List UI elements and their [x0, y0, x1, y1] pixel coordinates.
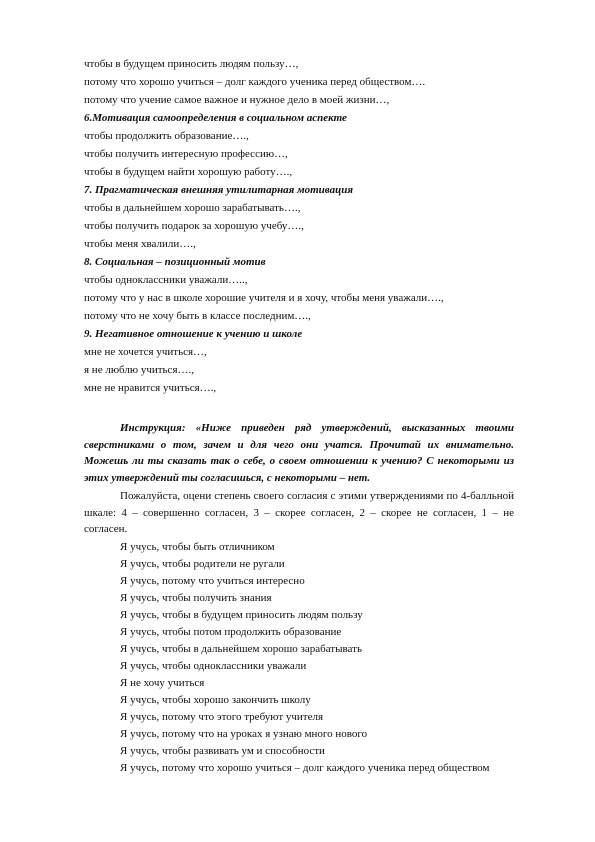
statement-item: Я учусь, чтобы получить знания — [120, 592, 272, 604]
instruction-text: «Ниже приведен ряд утверждений, высказанных твоими сверстниками о том, зачем и для чего они учатся. Прочитай их внимательно. Можешь ли ты сказать так о себе, о своем отношении к учению? С некоторыми из этих утверждений ты согласишься, с некоторыми – нет. — [84, 422, 515, 484]
text-line: чтобы меня хвалили…., — [84, 238, 196, 250]
statement-item: Я учусь, потому что этого требуют учителя — [120, 711, 324, 723]
text-line: чтобы продолжить образование…., — [84, 130, 249, 142]
statement-item: Я учусь, чтобы одноклассники уважали — [120, 660, 307, 672]
statement-item: Я учусь, потому что на уроках я узнаю много нового — [120, 728, 368, 740]
scale-text: Пожалуйста, оцени степень своего согласия с этими утверждениями по 4-балльной шкале: 4 – совершенно согласен, 3 – скорее согласен, 2 – скорее не согласен, 1 – не согласен. — [84, 490, 514, 536]
statement-item: Я учусь, чтобы родители не ругали — [120, 558, 285, 570]
scale-paragraph — [84, 488, 514, 538]
text-line: потому что не хочу быть в классе последним…., — [84, 310, 311, 322]
text-line: я не люблю учиться…., — [84, 364, 194, 376]
statement-item: Я учусь, чтобы в будущем приносить людям пользу — [120, 609, 363, 621]
statement-item: Я учусь, чтобы в дальнейшем хорошо зарабатывать — [120, 643, 362, 655]
text-line: мне не нравится учиться…., — [84, 382, 217, 394]
text-line: потому что хорошо учиться – долг каждого ученика перед обществом…. — [84, 76, 426, 88]
text-line: потому что учение самое важное и нужное дело в моей жизни…, — [84, 94, 390, 106]
instruction-label: Инструкция: — [120, 422, 186, 434]
text-line: чтобы в будущем найти хорошую работу…., — [84, 166, 293, 178]
section-heading: 9. Негативное отношение к учению и школе — [84, 328, 303, 340]
text-line: чтобы получить интересную профессию…, — [84, 148, 288, 160]
text-line: мне не хочется учиться…, — [84, 346, 207, 358]
section-heading: 6.Мотивация самоопределения в социальном аспекте — [84, 112, 347, 124]
text-line: чтобы получить подарок за хорошую учебу…., — [84, 220, 304, 232]
text-line: чтобы в дальнейшем хорошо зарабатывать…., — [84, 202, 301, 214]
text-line: потому что у нас в школе хорошие учителя и я хочу, чтобы меня уважали…., — [84, 292, 444, 304]
statement-item: Я не хочу учиться — [120, 677, 205, 689]
section-heading: 7. Прагматическая внешняя утилитарная мотивация — [84, 184, 354, 196]
statement-item: Я учусь, потому что учиться интересно — [120, 575, 305, 587]
section-heading: 8. Социальная – позиционный мотив — [84, 256, 266, 268]
text-line: чтобы одноклассники уважали….., — [84, 274, 248, 286]
statement-text: Я учусь, потому что хорошо учиться – долг каждого ученика перед обществом — [120, 762, 490, 774]
statement-item: Я учусь, чтобы развивать ум и способности — [120, 745, 325, 757]
text-line: чтобы в будущем приносить людям пользу…, — [84, 58, 299, 70]
statement-item: Я учусь, чтобы потом продолжить образование — [120, 626, 342, 638]
statement-item-last — [84, 760, 514, 777]
statement-item: Я учусь, чтобы быть отличником — [120, 541, 275, 553]
instruction-paragraph — [84, 420, 514, 486]
statement-item: Я учусь, чтобы хорошо закончить школу — [120, 694, 311, 706]
